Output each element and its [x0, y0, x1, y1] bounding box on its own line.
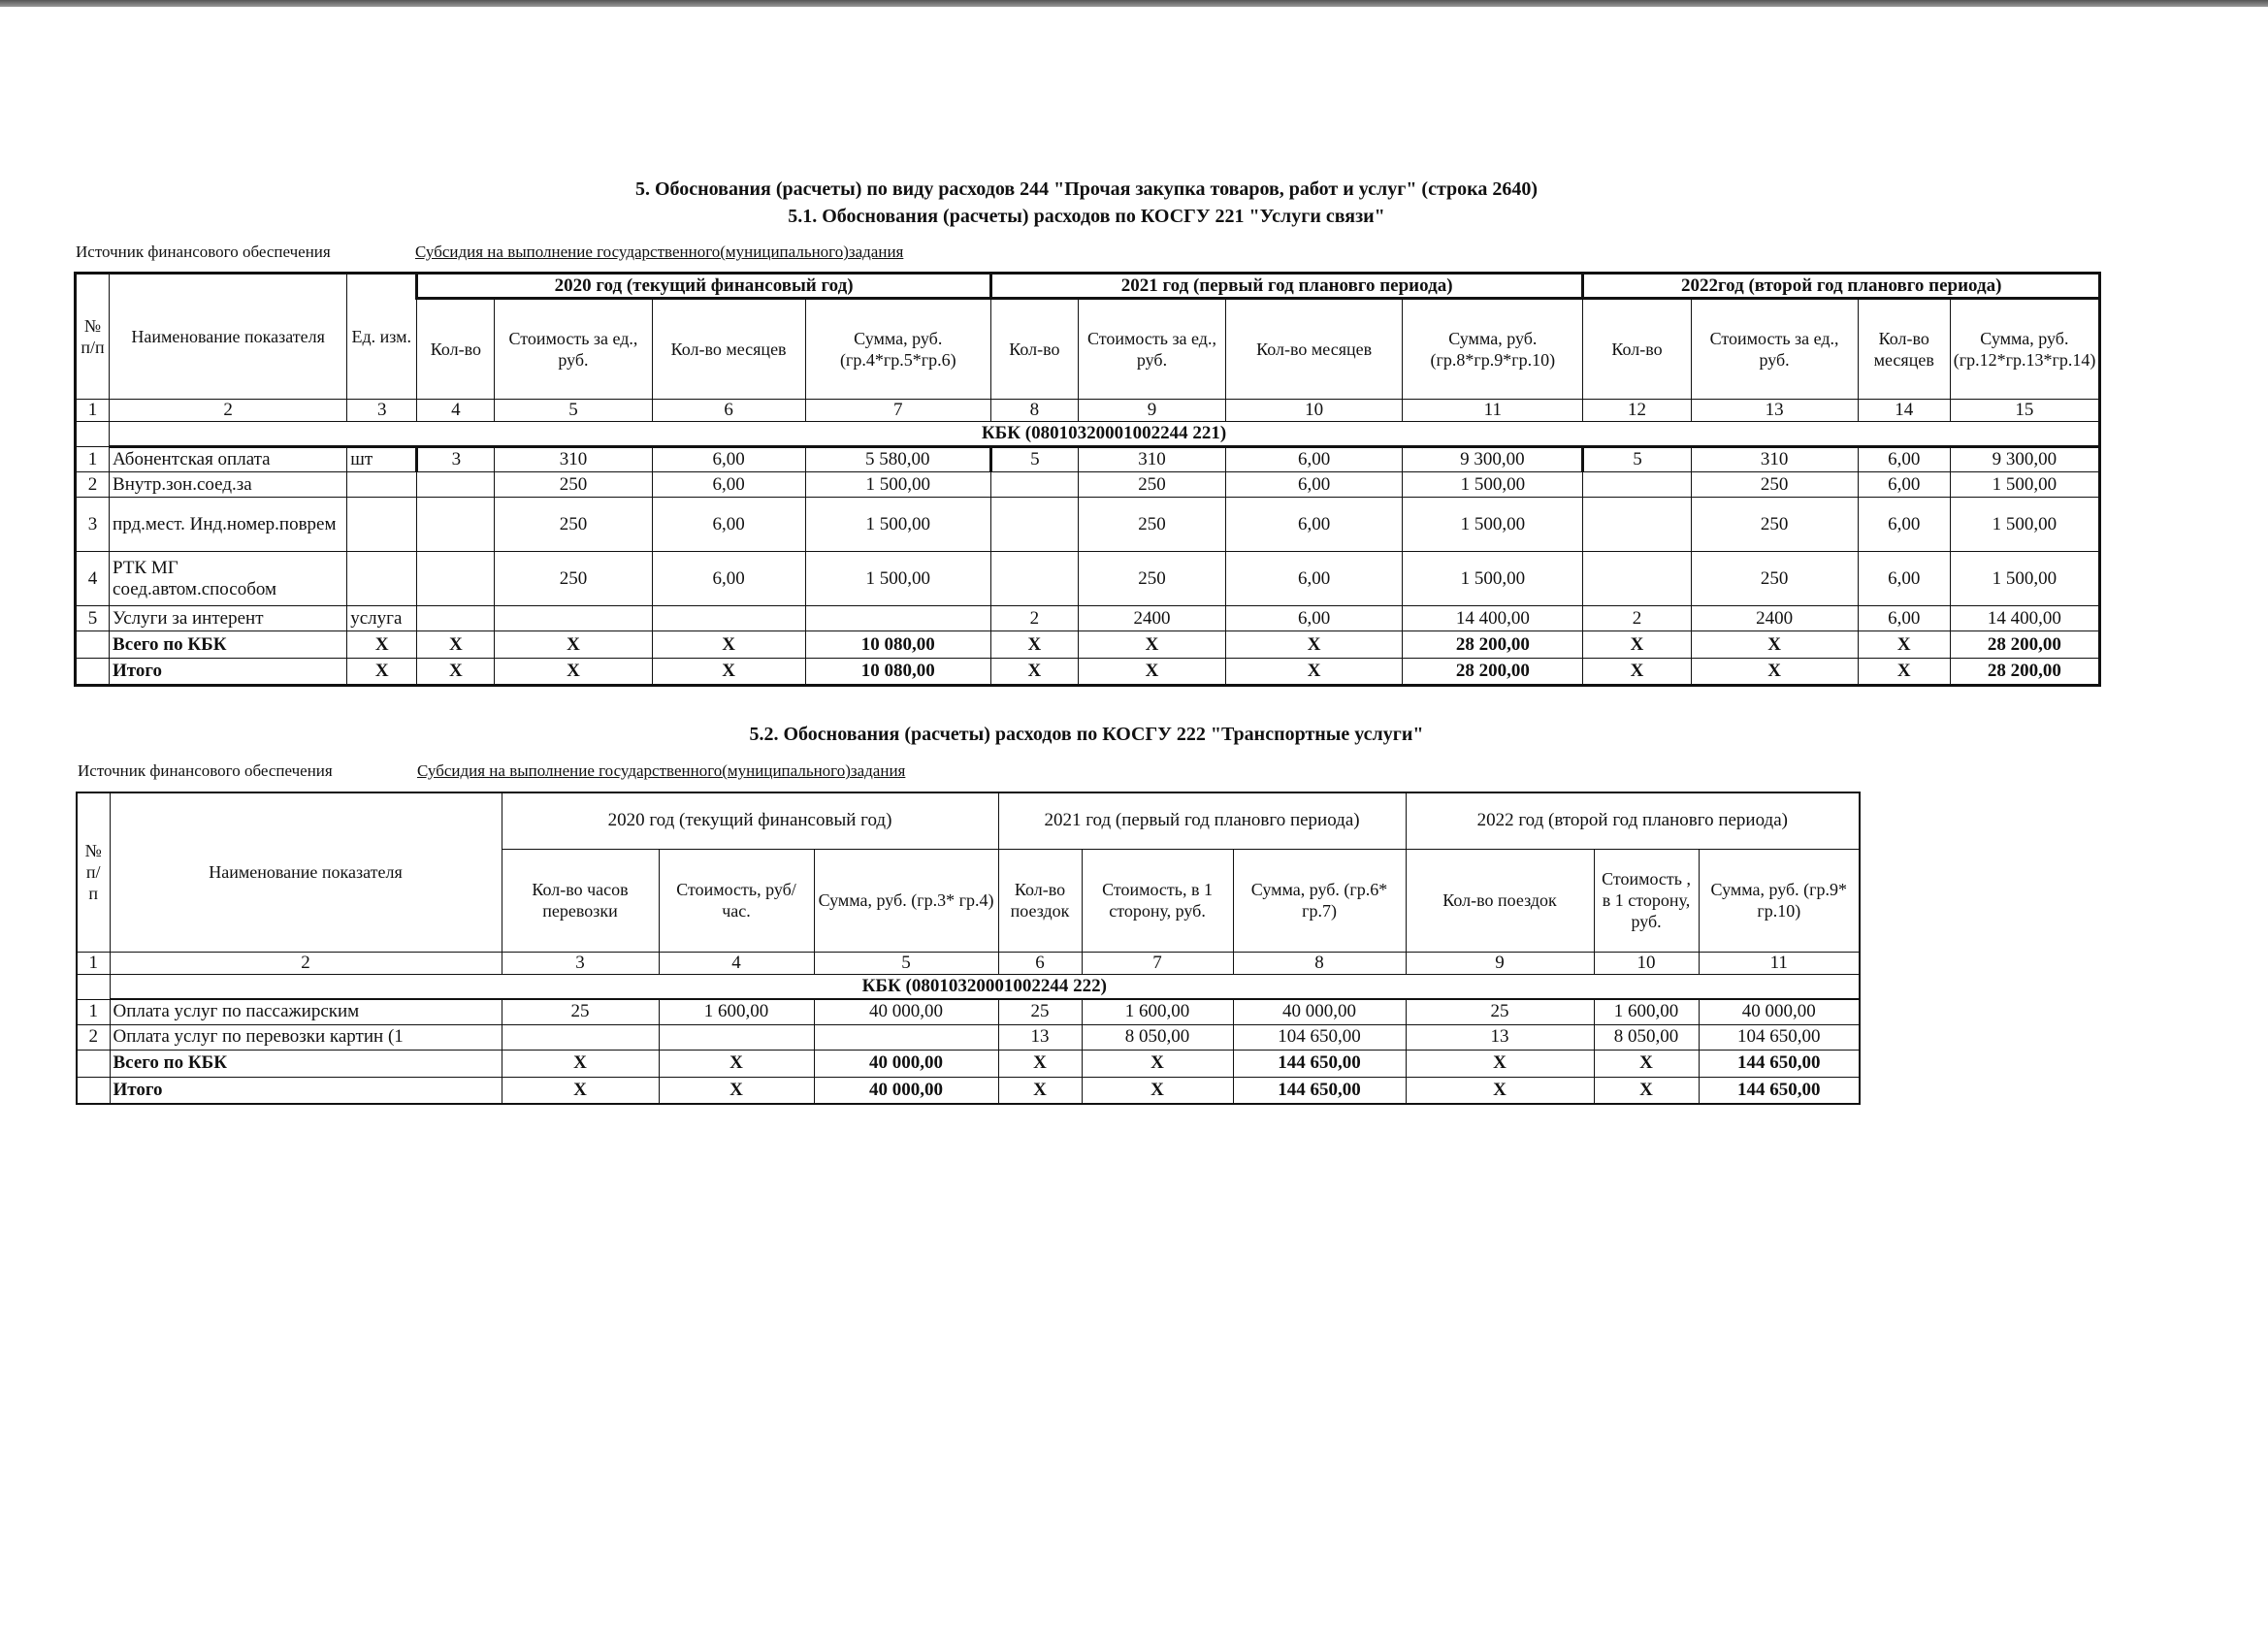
cell: 10 080,00: [805, 659, 990, 686]
col-number: 14: [1858, 400, 1950, 422]
col-header: Кол-во: [990, 299, 1078, 400]
col-number: 2: [110, 400, 347, 422]
source-value: Субсидия на выполнение государственного(муниципального)задания: [417, 761, 906, 780]
cell: [990, 498, 1078, 552]
col-header-num: № п/ п: [77, 792, 110, 952]
cell: 40 000,00: [1233, 999, 1406, 1024]
col-number: 7: [805, 400, 990, 422]
cell: 250: [1691, 472, 1858, 498]
year-header-2021: 2021 год (первый год плановго периода): [990, 274, 1583, 299]
table-row: [76, 472, 2100, 498]
source-label: Источник финансового обеспечения: [76, 242, 331, 261]
cell: X: [652, 659, 805, 686]
year-header-2020: 2020 год (текущий финансовый год): [502, 792, 998, 849]
col-number: 15: [1950, 400, 2099, 422]
cell: X: [1226, 659, 1403, 686]
cell: 6,00: [1226, 447, 1403, 472]
source-label: Источник финансового обеспечения: [78, 761, 333, 780]
cell: 2: [990, 606, 1078, 631]
cell: [77, 1077, 110, 1104]
col-header: Стоимость за ед., руб.: [1691, 299, 1858, 400]
cell: X: [417, 631, 495, 659]
col-header: Сумма, руб. (гр.6* гр.7): [1233, 849, 1406, 952]
cell: X: [1406, 1077, 1594, 1104]
total-label: Всего по КБК: [110, 631, 347, 659]
cell: 8 050,00: [1082, 1024, 1233, 1050]
cell: 6,00: [652, 552, 805, 606]
col-header: Кол-во поездок: [998, 849, 1082, 952]
cell: 6,00: [1226, 606, 1403, 631]
cell: 6,00: [1858, 552, 1950, 606]
cell: 40 000,00: [814, 1077, 998, 1104]
cell: 28 200,00: [1950, 659, 2099, 686]
scan-top-edge: [0, 0, 2268, 7]
col-header: Кол-во месяцев: [652, 299, 805, 400]
cell: [990, 552, 1078, 606]
cell: X: [417, 659, 495, 686]
cell: X: [502, 1050, 659, 1077]
cell: 5: [990, 447, 1078, 472]
cell: [77, 1050, 110, 1077]
row-name: Оплата услуг по перевозки картин (1: [110, 1024, 502, 1050]
cell: 310: [1078, 447, 1225, 472]
kbk-label: КБК (08010320001002244 222): [110, 974, 1860, 999]
col-number: 6: [652, 400, 805, 422]
cell: 1 500,00: [1403, 498, 1583, 552]
col-number: 9: [1406, 952, 1594, 974]
cell: 13: [1406, 1024, 1594, 1050]
cell: [990, 472, 1078, 498]
cell: 2400: [1691, 606, 1858, 631]
row-name: Абонентская оплата: [110, 447, 347, 472]
section2-title: 5.2. Обоснования (расчеты) расходов по КОСГУ 222 "Транспортные услуги": [749, 724, 1424, 745]
col-header-name: Наименование показателя: [110, 792, 502, 952]
cell: 1 600,00: [1082, 999, 1233, 1024]
kbk-spacer: [77, 974, 110, 999]
cell: [659, 1024, 814, 1050]
col-number: 11: [1699, 952, 1860, 974]
cell: 25: [1406, 999, 1594, 1024]
col-header-unit: Ед. изм.: [347, 274, 417, 400]
cell: [417, 606, 495, 631]
col-number: 5: [495, 400, 652, 422]
row-num: 1: [76, 447, 110, 472]
cell: X: [495, 631, 652, 659]
cell: 1 500,00: [805, 552, 990, 606]
col-number: 8: [1233, 952, 1406, 974]
total-row: [76, 659, 2100, 686]
cell: X: [652, 631, 805, 659]
total-row-kbk: [77, 1050, 1860, 1077]
col-number: 8: [990, 400, 1078, 422]
cell: 6,00: [652, 498, 805, 552]
cell: 9 300,00: [1403, 447, 1583, 472]
cell: 144 650,00: [1233, 1077, 1406, 1104]
cell: 2: [1583, 606, 1691, 631]
year-header-2022: 2022 год (второй год плановго периода): [1406, 792, 1860, 849]
row-name: Оплата услуг по пассажирским: [110, 999, 502, 1024]
cell: X: [1082, 1077, 1233, 1104]
col-header: Сумма, руб. (гр.4*гр.5*гр.6): [805, 299, 990, 400]
total-label: Всего по КБК: [110, 1050, 502, 1077]
col-number: 11: [1403, 400, 1583, 422]
col-number: 3: [502, 952, 659, 974]
total-row: [77, 1077, 1860, 1104]
cell: [1583, 472, 1691, 498]
col-header: Сумма, руб. (гр.3* гр.4): [814, 849, 998, 952]
cell: X: [1858, 659, 1950, 686]
col-number: 4: [417, 400, 495, 422]
cell: X: [1082, 1050, 1233, 1077]
year-header-2022: 2022год (второй год плановго периода): [1583, 274, 2100, 299]
cell: 6,00: [1226, 552, 1403, 606]
cell: X: [1594, 1077, 1699, 1104]
cell: 13: [998, 1024, 1082, 1050]
cell: 310: [1691, 447, 1858, 472]
col-header: Кол-во месяцев: [1858, 299, 1950, 400]
col-number: 10: [1594, 952, 1699, 974]
cell: [1583, 498, 1691, 552]
cell: 6,00: [1226, 472, 1403, 498]
col-header: Сумма, руб. (гр.9* гр.10): [1699, 849, 1860, 952]
cell: 2400: [1078, 606, 1225, 631]
cell: 1 500,00: [1950, 552, 2099, 606]
col-header: Стоимость, руб/час.: [659, 849, 814, 952]
cell: X: [1594, 1050, 1699, 1077]
cell: [76, 659, 110, 686]
cell: X: [998, 1050, 1082, 1077]
cell: X: [1226, 631, 1403, 659]
cell: 144 650,00: [1699, 1077, 1860, 1104]
cell: 1 500,00: [805, 472, 990, 498]
cell: X: [659, 1077, 814, 1104]
kbk-spacer: [76, 422, 110, 447]
cell: 104 650,00: [1699, 1024, 1860, 1050]
row-name: прд.мест. Инд.номер.поврем: [110, 498, 347, 552]
row-num: 5: [76, 606, 110, 631]
cell: 104 650,00: [1233, 1024, 1406, 1050]
col-header: Стоимость за ед., руб.: [1078, 299, 1225, 400]
col-header: Кол-во часов перевозки: [502, 849, 659, 952]
year-header-row: [77, 792, 1860, 849]
cell: [652, 606, 805, 631]
row-num: 4: [76, 552, 110, 606]
cell: 250: [495, 472, 652, 498]
main-title: 5. Обоснования (расчеты) по виду расходов 244 "Прочая закупка товаров, работ и услуг" (строка 2640): [634, 178, 1539, 200]
cell: 1 500,00: [1403, 472, 1583, 498]
row-unit: шт: [347, 447, 417, 472]
cell: 250: [495, 498, 652, 552]
col-header: Стоимость, в 1 сторону, руб.: [1082, 849, 1233, 952]
cell: 1 600,00: [1594, 999, 1699, 1024]
cell: 250: [1691, 498, 1858, 552]
cell: 6,00: [652, 447, 805, 472]
col-number: 2: [110, 952, 502, 974]
cell: [805, 606, 990, 631]
cell: 25: [998, 999, 1082, 1024]
col-header-num: № п/п: [76, 274, 110, 400]
cell: X: [1406, 1050, 1594, 1077]
cell: 1 500,00: [805, 498, 990, 552]
col-number: 13: [1691, 400, 1858, 422]
cell: [814, 1024, 998, 1050]
row-unit: [347, 552, 417, 606]
cell: X: [1583, 659, 1691, 686]
col-header: Сумма, руб. (гр.8*гр.9*гр.10): [1403, 299, 1583, 400]
row-unit: услуга: [347, 606, 417, 631]
cell: X: [998, 1077, 1082, 1104]
row-name: Внутр.зон.соед.за: [110, 472, 347, 498]
cell: 250: [1078, 498, 1225, 552]
col-number: 6: [998, 952, 1082, 974]
cell: X: [1078, 631, 1225, 659]
cell: 250: [495, 552, 652, 606]
col-header: Кол-во: [1583, 299, 1691, 400]
col-number: 10: [1226, 400, 1403, 422]
cell: X: [659, 1050, 814, 1077]
cell: 28 200,00: [1403, 631, 1583, 659]
cell: [417, 498, 495, 552]
source-value: Субсидия на выполнение государственного(муниципального)задания: [415, 242, 904, 261]
row-name: РТК МГ соед.автом.способом: [110, 552, 347, 606]
cell: 6,00: [1226, 498, 1403, 552]
cell: X: [502, 1077, 659, 1104]
table-row: [77, 999, 1860, 1024]
cell: [76, 631, 110, 659]
cell: 6,00: [652, 472, 805, 498]
cell: 1 500,00: [1403, 552, 1583, 606]
kbk-row: [76, 422, 2100, 447]
col-header: Стоимость за ед., руб.: [495, 299, 652, 400]
cell: 40 000,00: [1699, 999, 1860, 1024]
cell: 14 400,00: [1950, 606, 2099, 631]
col-number: 5: [814, 952, 998, 974]
total-label: Итого: [110, 659, 347, 686]
section1-table: [74, 272, 2101, 687]
row-unit: [347, 472, 417, 498]
col-number: 12: [1583, 400, 1691, 422]
col-header: Сумма, руб. (гр.12*гр.13*гр.14): [1950, 299, 2099, 400]
cell: 40 000,00: [814, 999, 998, 1024]
col-number: 3: [347, 400, 417, 422]
col-header: Кол-во: [417, 299, 495, 400]
cell: 6,00: [1858, 447, 1950, 472]
cell: [495, 606, 652, 631]
cell: 8 050,00: [1594, 1024, 1699, 1050]
col-header: Стоимость , в 1 сторону, руб.: [1594, 849, 1699, 952]
table-row: [77, 1024, 1860, 1050]
cell: 25: [502, 999, 659, 1024]
year-header-2021: 2021 год (первый год плановго периода): [998, 792, 1406, 849]
cell: 6,00: [1858, 472, 1950, 498]
cell: 250: [1078, 552, 1225, 606]
col-header-name: Наименование показателя: [110, 274, 347, 400]
cell: 28 200,00: [1950, 631, 2099, 659]
cell: 1 500,00: [1950, 498, 2099, 552]
cell: 14 400,00: [1403, 606, 1583, 631]
cell: X: [1078, 659, 1225, 686]
kbk-row: [77, 974, 1860, 999]
cell: X: [495, 659, 652, 686]
cell: 1 500,00: [1950, 472, 2099, 498]
cell: 5: [1583, 447, 1691, 472]
year-header-2020: 2020 год (текущий финансовый год): [417, 274, 991, 299]
cell: X: [1858, 631, 1950, 659]
col-number: 7: [1082, 952, 1233, 974]
cell: 144 650,00: [1233, 1050, 1406, 1077]
cell: X: [1691, 659, 1858, 686]
cell: [1583, 552, 1691, 606]
cell: X: [347, 659, 417, 686]
cell: [502, 1024, 659, 1050]
col-number: 9: [1078, 400, 1225, 422]
section2-source: [78, 761, 905, 781]
col-header: Кол-во месяцев: [1226, 299, 1403, 400]
cell: 1 600,00: [659, 999, 814, 1024]
cell: 9 300,00: [1950, 447, 2099, 472]
table-row: [76, 498, 2100, 552]
cell: 6,00: [1858, 606, 1950, 631]
cell: X: [1583, 631, 1691, 659]
year-header-row: [76, 274, 2100, 299]
col-number: 1: [76, 400, 110, 422]
col-header: Кол-во поездок: [1406, 849, 1594, 952]
table-row: [76, 606, 2100, 631]
cell: 250: [1691, 552, 1858, 606]
col-number: 4: [659, 952, 814, 974]
cell: 310: [495, 447, 652, 472]
col-number: 1: [77, 952, 110, 974]
cell: X: [1691, 631, 1858, 659]
table-row: [76, 552, 2100, 606]
cell: [417, 552, 495, 606]
cell: 28 200,00: [1403, 659, 1583, 686]
row-num: 3: [76, 498, 110, 552]
col-number-row: [77, 952, 1860, 974]
cell: X: [990, 631, 1078, 659]
section1-source: [76, 242, 903, 262]
row-num: 1: [77, 999, 110, 1024]
row-num: 2: [77, 1024, 110, 1050]
cell: X: [347, 631, 417, 659]
cell: X: [990, 659, 1078, 686]
total-row-kbk: [76, 631, 2100, 659]
row-num: 2: [76, 472, 110, 498]
cell: 3: [417, 447, 495, 472]
cell: 144 650,00: [1699, 1050, 1860, 1077]
cell: 40 000,00: [814, 1050, 998, 1077]
table-row: [76, 447, 2100, 472]
row-unit: [347, 498, 417, 552]
col-number-row: [76, 400, 2100, 422]
cell: 250: [1078, 472, 1225, 498]
section2-table: [76, 792, 1861, 1105]
row-name: Услуги за интерент: [110, 606, 347, 631]
cell: 6,00: [1858, 498, 1950, 552]
cell: 5 580,00: [805, 447, 990, 472]
kbk-label: КБК (08010320001002244 221): [110, 422, 2100, 447]
section1-title: 5.1. Обоснования (расчеты) расходов по КОСГУ 221 "Услуги связи": [788, 206, 1385, 227]
total-label: Итого: [110, 1077, 502, 1104]
cell: [417, 472, 495, 498]
cell: 10 080,00: [805, 631, 990, 659]
